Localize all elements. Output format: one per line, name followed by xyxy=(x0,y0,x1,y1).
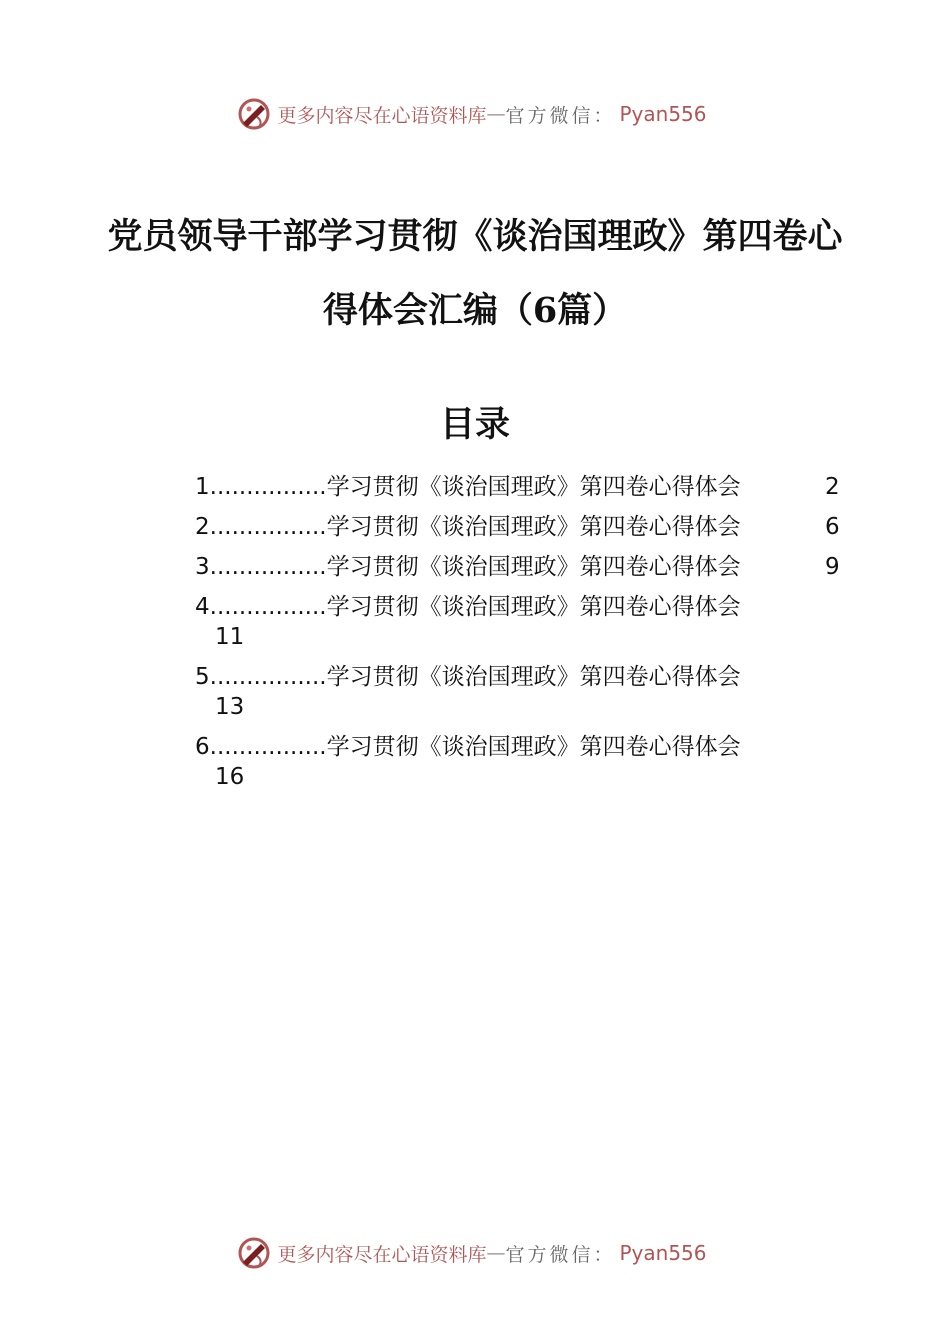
toc-entry-leader: ................ xyxy=(209,664,327,690)
banner-wechat-label: 官方微信： xyxy=(505,1243,616,1266)
toc-entry[interactable] xyxy=(195,512,840,542)
toc-entry-page: 2 xyxy=(825,474,840,500)
toc-entry-number: 3 xyxy=(195,554,210,580)
toc-entry-number: 2 xyxy=(195,514,210,540)
banner-wechat-id: Pyan556 xyxy=(619,1241,707,1265)
toc-entry[interactable] xyxy=(195,592,807,652)
toc-entry-page: 16 xyxy=(215,764,245,790)
banner-text: 更多内容尽在心语资料库 xyxy=(277,104,487,127)
toc-entry[interactable] xyxy=(195,662,807,722)
header-banner xyxy=(0,94,950,134)
toc-entry[interactable] xyxy=(195,472,840,502)
toc-entry-title: 学习贯彻《谈治国理政》第四卷心得体会 xyxy=(326,554,741,580)
toc-entry-leader: ................ xyxy=(209,554,327,580)
pen-nib-logo-icon xyxy=(237,97,271,131)
toc-entry-number: 5 xyxy=(195,664,210,690)
toc-entry-page: 11 xyxy=(215,624,245,650)
banner-wechat-id: Pyan556 xyxy=(619,102,707,126)
toc-heading: 目录 xyxy=(439,404,510,445)
document-title: 党员领导干部学习贯彻《谈治国理政》第四卷心得体会汇编（6篇） xyxy=(107,216,843,331)
toc-entry-title: 学习贯彻《谈治国理政》第四卷心得体会 xyxy=(326,514,741,540)
toc-entry-number: 1 xyxy=(195,474,210,500)
toc-entry[interactable] xyxy=(195,732,807,792)
banner-text: 更多内容尽在心语资料库 xyxy=(277,1243,487,1266)
banner-separator: — xyxy=(486,1242,506,1264)
toc-entry-leader: ................ xyxy=(209,734,327,760)
banner-separator: — xyxy=(486,103,506,125)
toc-entry-page: 13 xyxy=(215,694,245,720)
banner-wechat-label: 官方微信： xyxy=(505,104,616,127)
footer-banner xyxy=(0,1233,950,1273)
toc-entry-leader: ................ xyxy=(209,514,327,540)
table-of-contents xyxy=(195,472,855,802)
pen-nib-logo-icon xyxy=(237,1236,271,1270)
toc-entry-leader: ................ xyxy=(209,594,327,620)
toc-entry-leader: ................ xyxy=(209,474,327,500)
toc-entry-number: 4 xyxy=(195,594,210,620)
toc-entry-title: 学习贯彻《谈治国理政》第四卷心得体会 xyxy=(326,734,741,760)
toc-entry-title: 学习贯彻《谈治国理政》第四卷心得体会 xyxy=(326,474,741,500)
toc-entry-title: 学习贯彻《谈治国理政》第四卷心得体会 xyxy=(326,664,741,690)
toc-entry-page: 6 xyxy=(825,514,840,540)
toc-entry[interactable] xyxy=(195,552,840,582)
toc-entry-number: 6 xyxy=(195,734,210,760)
toc-entry-page: 9 xyxy=(825,554,840,580)
toc-entry-title: 学习贯彻《谈治国理政》第四卷心得体会 xyxy=(326,594,741,620)
